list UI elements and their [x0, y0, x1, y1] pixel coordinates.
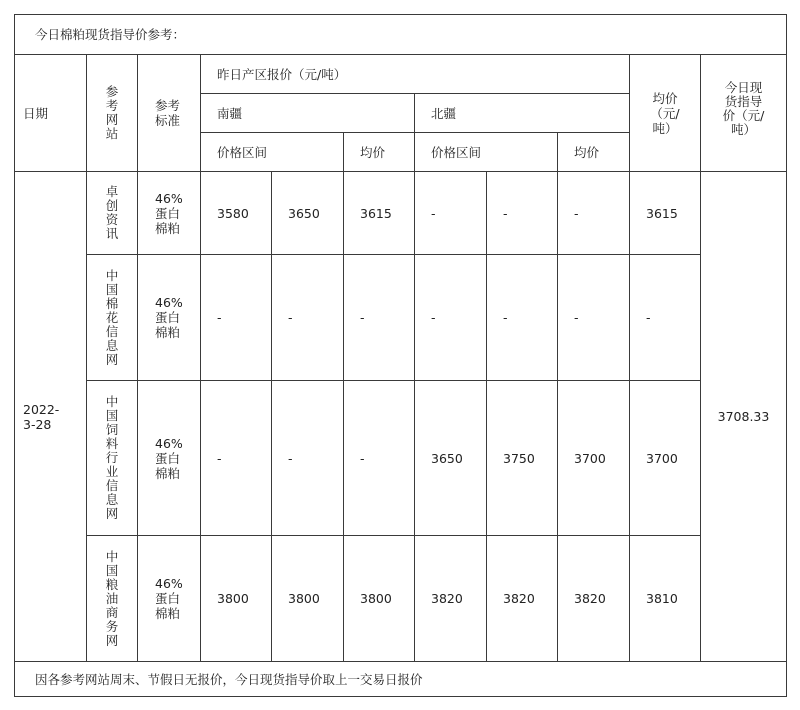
table-row	[15, 536, 787, 662]
price-table-container	[14, 14, 787, 697]
south-low-cell: -	[201, 381, 272, 536]
avg-cell: 3615	[630, 172, 701, 255]
price-table	[14, 14, 787, 697]
north-low-cell: -	[415, 255, 487, 381]
table-row	[15, 255, 787, 381]
standard-cell: 46%蛋白棉粕	[138, 255, 201, 381]
north-high-cell: -	[487, 255, 558, 381]
header-row-1	[15, 55, 787, 94]
header-date: 日期	[15, 55, 87, 172]
north-avg-cell: 3700	[558, 381, 630, 536]
header-standard: 参考标准	[138, 55, 201, 172]
standard-cell: 46%蛋白棉粕	[138, 381, 201, 536]
north-high-cell: 3750	[487, 381, 558, 536]
north-low-cell: 3650	[415, 381, 487, 536]
north-high-cell: 3820	[487, 536, 558, 662]
table-title: 今日棉粕现货指导价参考：	[15, 15, 787, 55]
header-site: 参考网站	[87, 55, 138, 172]
south-avg-cell: 3800	[344, 536, 415, 662]
avg-cell: -	[630, 255, 701, 381]
standard-cell: 46%蛋白棉粕	[138, 172, 201, 255]
header-north-range: 价格区间	[415, 133, 558, 172]
south-low-cell: 3800	[201, 536, 272, 662]
north-high-cell: -	[487, 172, 558, 255]
south-avg-cell: -	[344, 381, 415, 536]
south-high-cell: -	[272, 381, 344, 536]
site-cell: 中国棉花信息网	[87, 255, 138, 381]
site-cell: 中国粮油商务网	[87, 536, 138, 662]
header-south-avg: 均价	[344, 133, 415, 172]
header-north: 北疆	[415, 94, 630, 133]
date-cell: 2022-3-28	[15, 172, 87, 662]
site-cell: 中国饲料行业信息网	[87, 381, 138, 536]
header-south: 南疆	[201, 94, 415, 133]
standard-cell: 46%蛋白棉粕	[138, 536, 201, 662]
footer-row	[15, 662, 787, 697]
south-high-cell: 3800	[272, 536, 344, 662]
avg-cell: 3810	[630, 536, 701, 662]
table-row	[15, 381, 787, 536]
header-avg-price: 均价（元/吨）	[630, 55, 701, 172]
table-footer-note: 因各参考网站周末、节假日无报价，今日现货指导价取上一交易日报价	[15, 662, 787, 697]
today-price-value: 3708.33	[701, 172, 787, 662]
header-south-range: 价格区间	[201, 133, 344, 172]
header-today-price: 今日现货指导价（元/吨）	[701, 55, 787, 172]
table-row	[15, 172, 787, 255]
north-low-cell: 3820	[415, 536, 487, 662]
south-avg-cell: 3615	[344, 172, 415, 255]
header-north-avg: 均价	[558, 133, 630, 172]
south-high-cell: 3650	[272, 172, 344, 255]
south-low-cell: 3580	[201, 172, 272, 255]
south-avg-cell: -	[344, 255, 415, 381]
north-avg-cell: 3820	[558, 536, 630, 662]
header-yesterday-quote: 昨日产区报价（元/吨）	[201, 55, 630, 94]
site-cell: 卓创资讯	[87, 172, 138, 255]
avg-cell: 3700	[630, 381, 701, 536]
north-avg-cell: -	[558, 255, 630, 381]
north-low-cell: -	[415, 172, 487, 255]
south-high-cell: -	[272, 255, 344, 381]
title-row	[15, 15, 787, 55]
north-avg-cell: -	[558, 172, 630, 255]
south-low-cell: -	[201, 255, 272, 381]
